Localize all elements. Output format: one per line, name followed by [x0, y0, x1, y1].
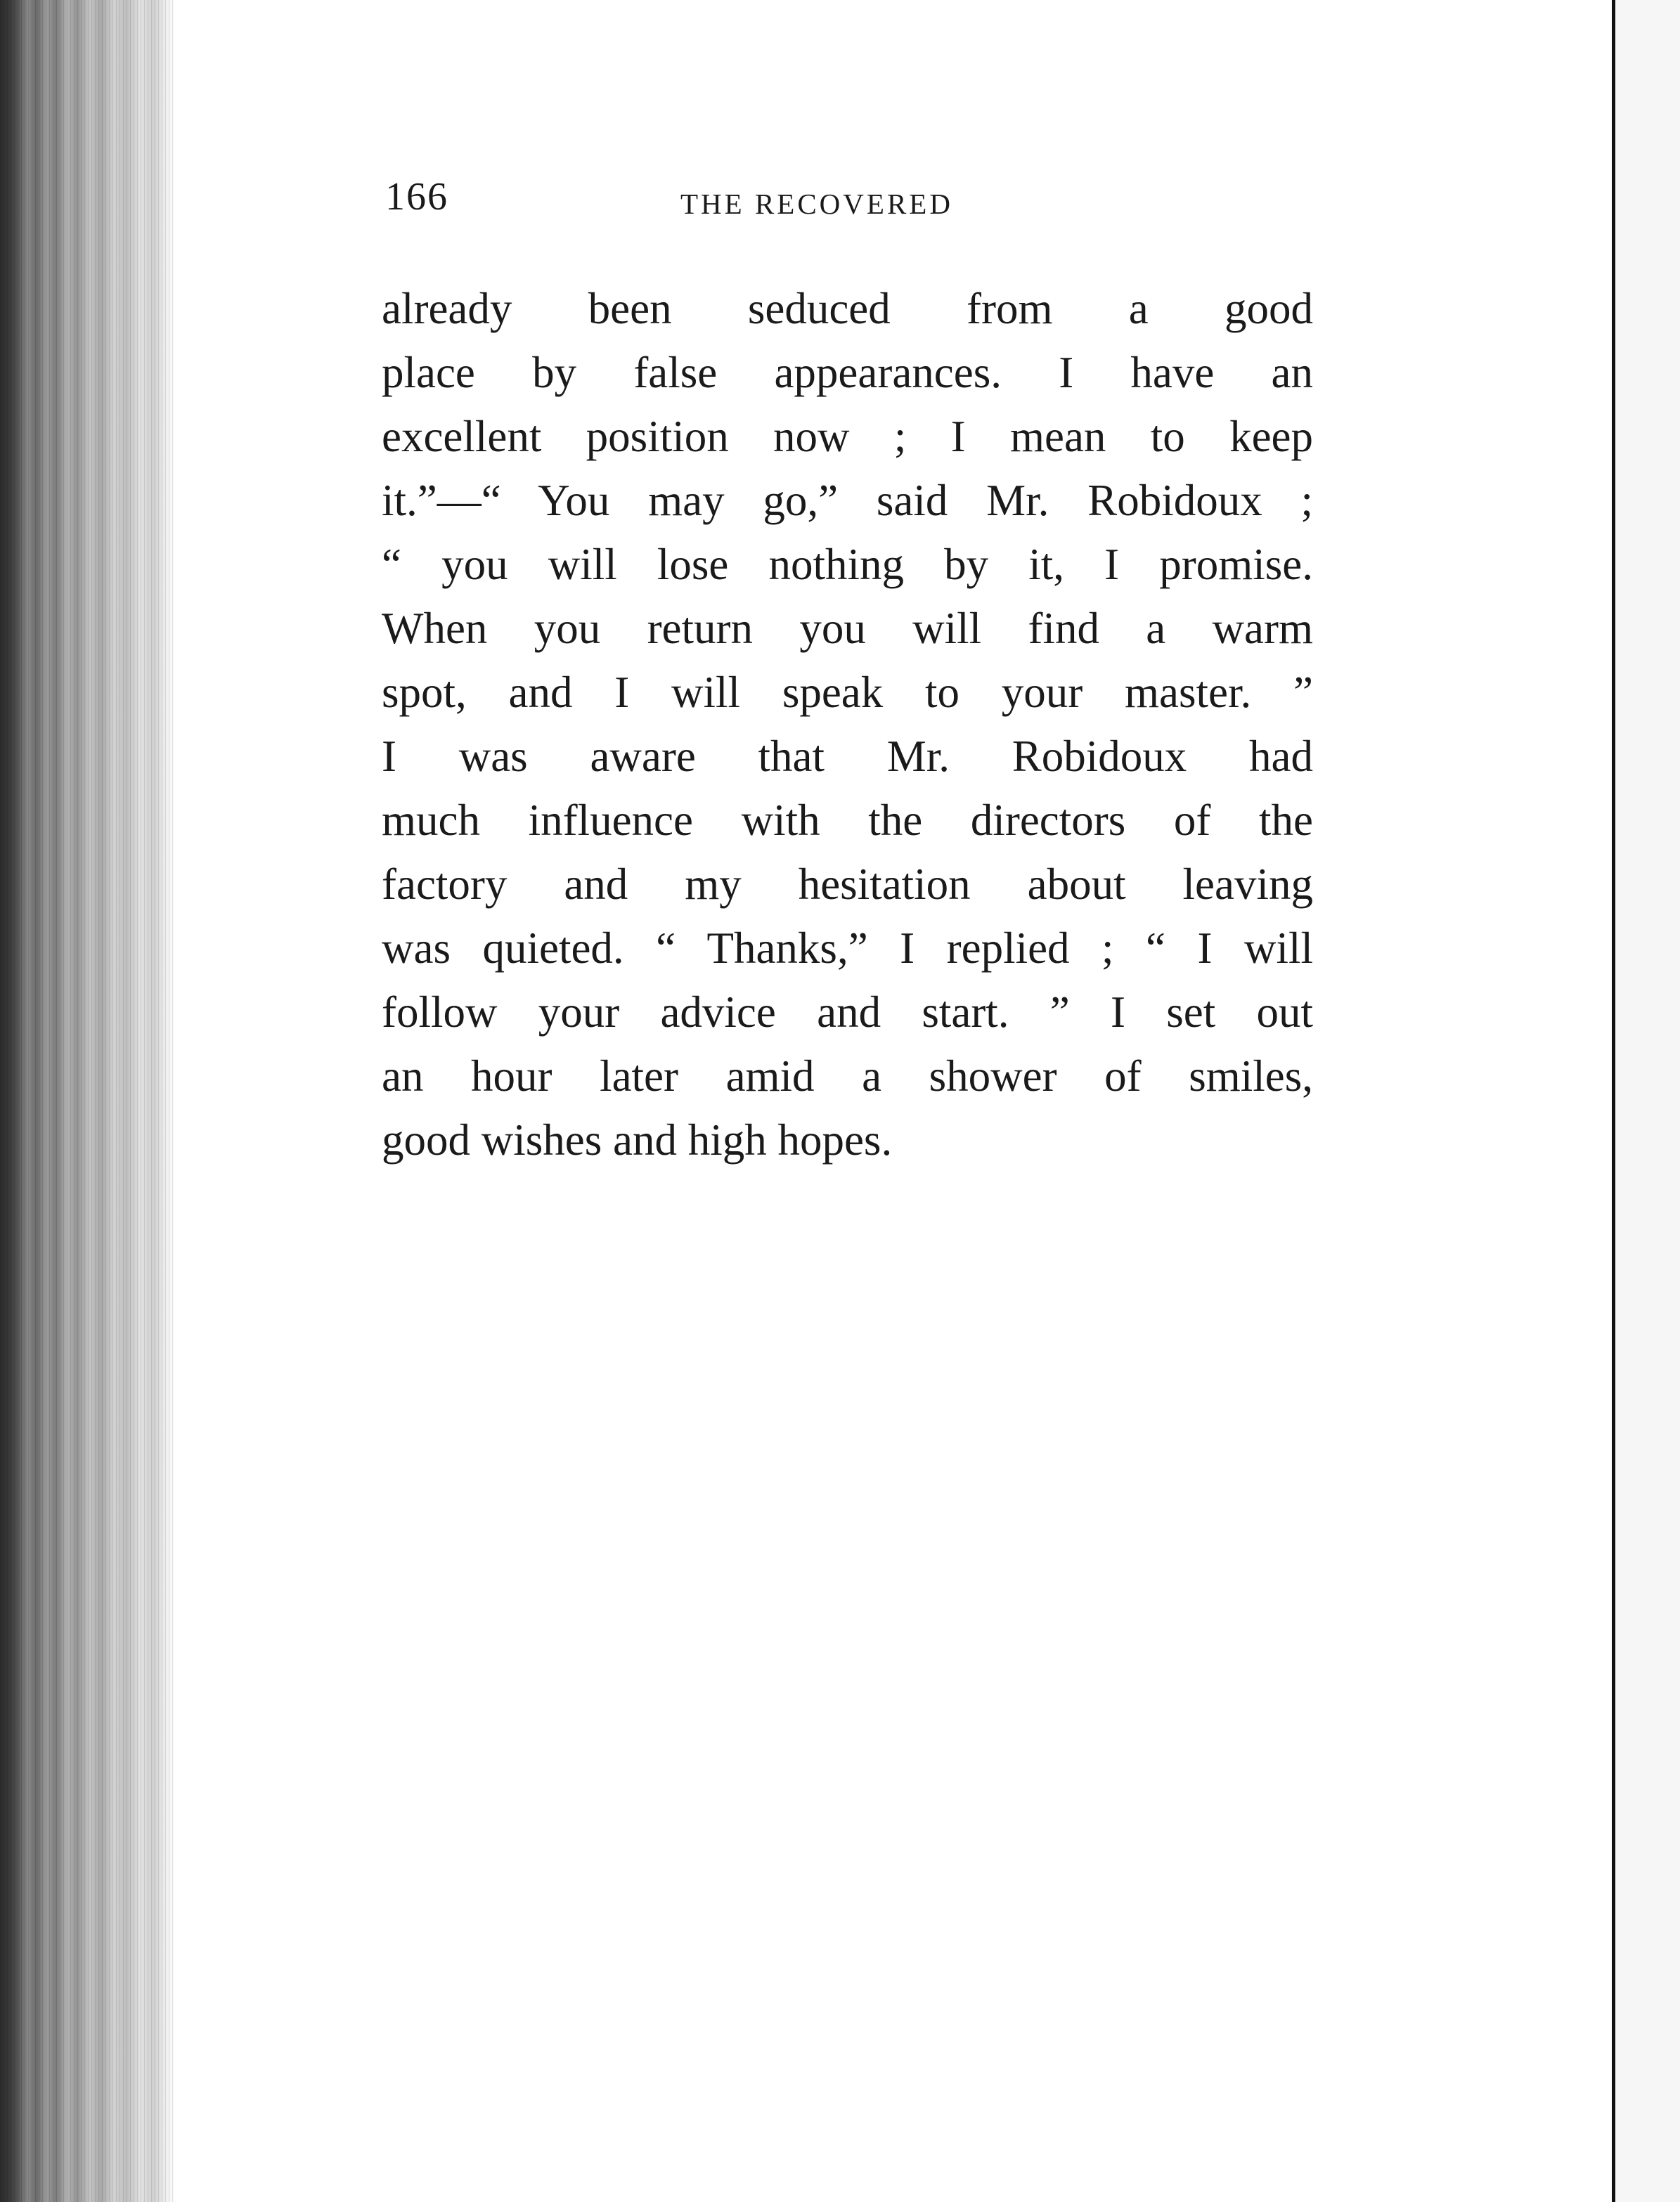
text-line: When you return you will find a warm — [382, 604, 1313, 653]
text-line: much influence with the directors of the — [382, 796, 1313, 845]
text-line: place by false appearances. I have an — [382, 348, 1313, 397]
right-margin — [1615, 0, 1680, 2202]
running-head: THE RECOVERED — [680, 188, 953, 220]
text-line-last: good wishes and high hopes. — [382, 1115, 893, 1165]
text-line: factory and my hesitation about leaving — [382, 860, 1313, 909]
page-number: 166 — [385, 175, 448, 219]
text-line: “ you will lose nothing by it, I promise. — [382, 540, 1313, 589]
page-edges — [0, 0, 176, 2202]
page-edge-rule — [1612, 0, 1615, 2202]
text-line: I was aware that Mr. Robidoux had — [382, 732, 1313, 781]
body-text — [382, 277, 1313, 1172]
text-line: spot, and I will speak to your master. ” — [382, 668, 1313, 717]
text-line: an hour later amid a shower of smiles, — [382, 1051, 1313, 1101]
text-line: it.”—“ You may go,” said Mr. Robidoux ; — [382, 476, 1313, 525]
text-line: already been seduced from a good — [382, 284, 1313, 333]
text-line: was quieted. “ Thanks,” I replied ; “ I will — [382, 924, 1313, 973]
text-line: follow your advice and start. ” I set out — [382, 987, 1313, 1037]
text-line: excellent position now ; I mean to keep — [382, 412, 1313, 461]
